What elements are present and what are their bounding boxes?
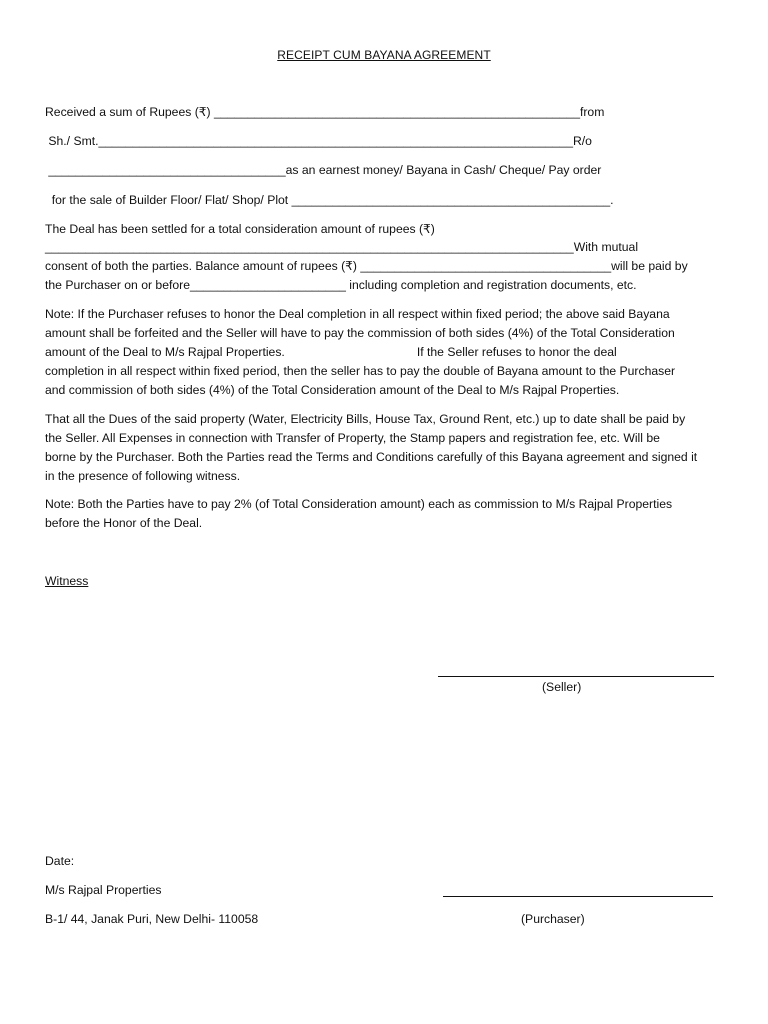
property-type-line: for the sale of Builder Floor/ Flat/ Shop/ Plot _______________________________________________. — [45, 193, 614, 207]
dues-line-4: in the presence of following witness. — [45, 469, 241, 483]
dues-line-2: the Seller. All Expenses in connection with Transfer of Property, the Stamp papers and registration fee, etc. Will be — [45, 431, 660, 445]
consideration-line-2: consent of both the parties. Balance amount of rupees (₹) _____________________________________will be paid by — [45, 259, 688, 273]
from-person-line: Sh./ Smt.______________________________________________________________________R/o — [45, 134, 592, 148]
document-title: RECEIPT CUM BAYANA AGREEMENT — [277, 48, 491, 62]
company-address: B-1/ 44, Janak Puri, New Delhi- 110058 — [45, 912, 259, 926]
seller-signature-line — [438, 676, 714, 677]
date-label: Date: — [45, 854, 75, 868]
note-forfeit-paragraph — [45, 305, 725, 400]
purchaser-signature-line — [443, 896, 713, 897]
seller-label: (Seller) — [542, 680, 582, 694]
note1-line-3: amount of the Deal to M/s Rajpal Properties. If the Seller refuses to honor the deal — [45, 345, 617, 359]
company-name: M/s Rajpal Properties — [45, 883, 162, 897]
consideration-line-3: the Purchaser on or before_______________________ including completion and registration documents, etc. — [45, 278, 637, 292]
earnest-money-line: ___________________________________as an earnest money/ Bayana in Cash/ Cheque/ Pay order — [45, 163, 602, 177]
note1-line-5: and commission of both sides (4%) of the Total Consideration amount of the Deal to M/s Rajpal Properties. — [45, 383, 620, 397]
witness-heading: Witness — [45, 574, 89, 588]
note2-line-2: before the Honor of the Deal. — [45, 516, 203, 530]
note1-line-2: amount shall be forfeited and the Seller will have to pay the commission of both sides (4%) of the Total Consideration — [45, 326, 675, 340]
received-sum-line: Received a sum of Rupees (₹) ______________________________________________________from — [45, 105, 605, 119]
dues-line-3: borne by the Purchaser. Both the Parties read the Terms and Conditions carefully of this Bayana agreement and signed it — [45, 450, 698, 464]
note1-line-4: completion in all respect within fixed period, then the seller has to pay the double of Bayana amount to the Purchaser — [45, 364, 676, 378]
purchaser-label: (Purchaser) — [521, 912, 585, 926]
dues-line-1: That all the Dues of the said property (Water, Electricity Bills, House Tax, Ground Rent, etc.) up to date shall be paid by — [45, 412, 686, 426]
consideration-paragraph — [45, 238, 725, 295]
deal-settled-line: The Deal has been settled for a total consideration amount of rupees (₹) — [45, 222, 435, 236]
note-commission-paragraph — [45, 495, 725, 533]
note1-line-1: Note: If the Purchaser refuses to honor the Deal completion in all respect within fixed period; the above said Bayana — [45, 307, 670, 321]
dues-paragraph — [45, 410, 725, 486]
note2-line-1: Note: Both the Parties have to pay 2% (of Total Consideration amount) each as commission to M/s Rajpal Properties — [45, 497, 673, 511]
consideration-line-1: ______________________________________________________________________________With mutual — [45, 240, 639, 254]
